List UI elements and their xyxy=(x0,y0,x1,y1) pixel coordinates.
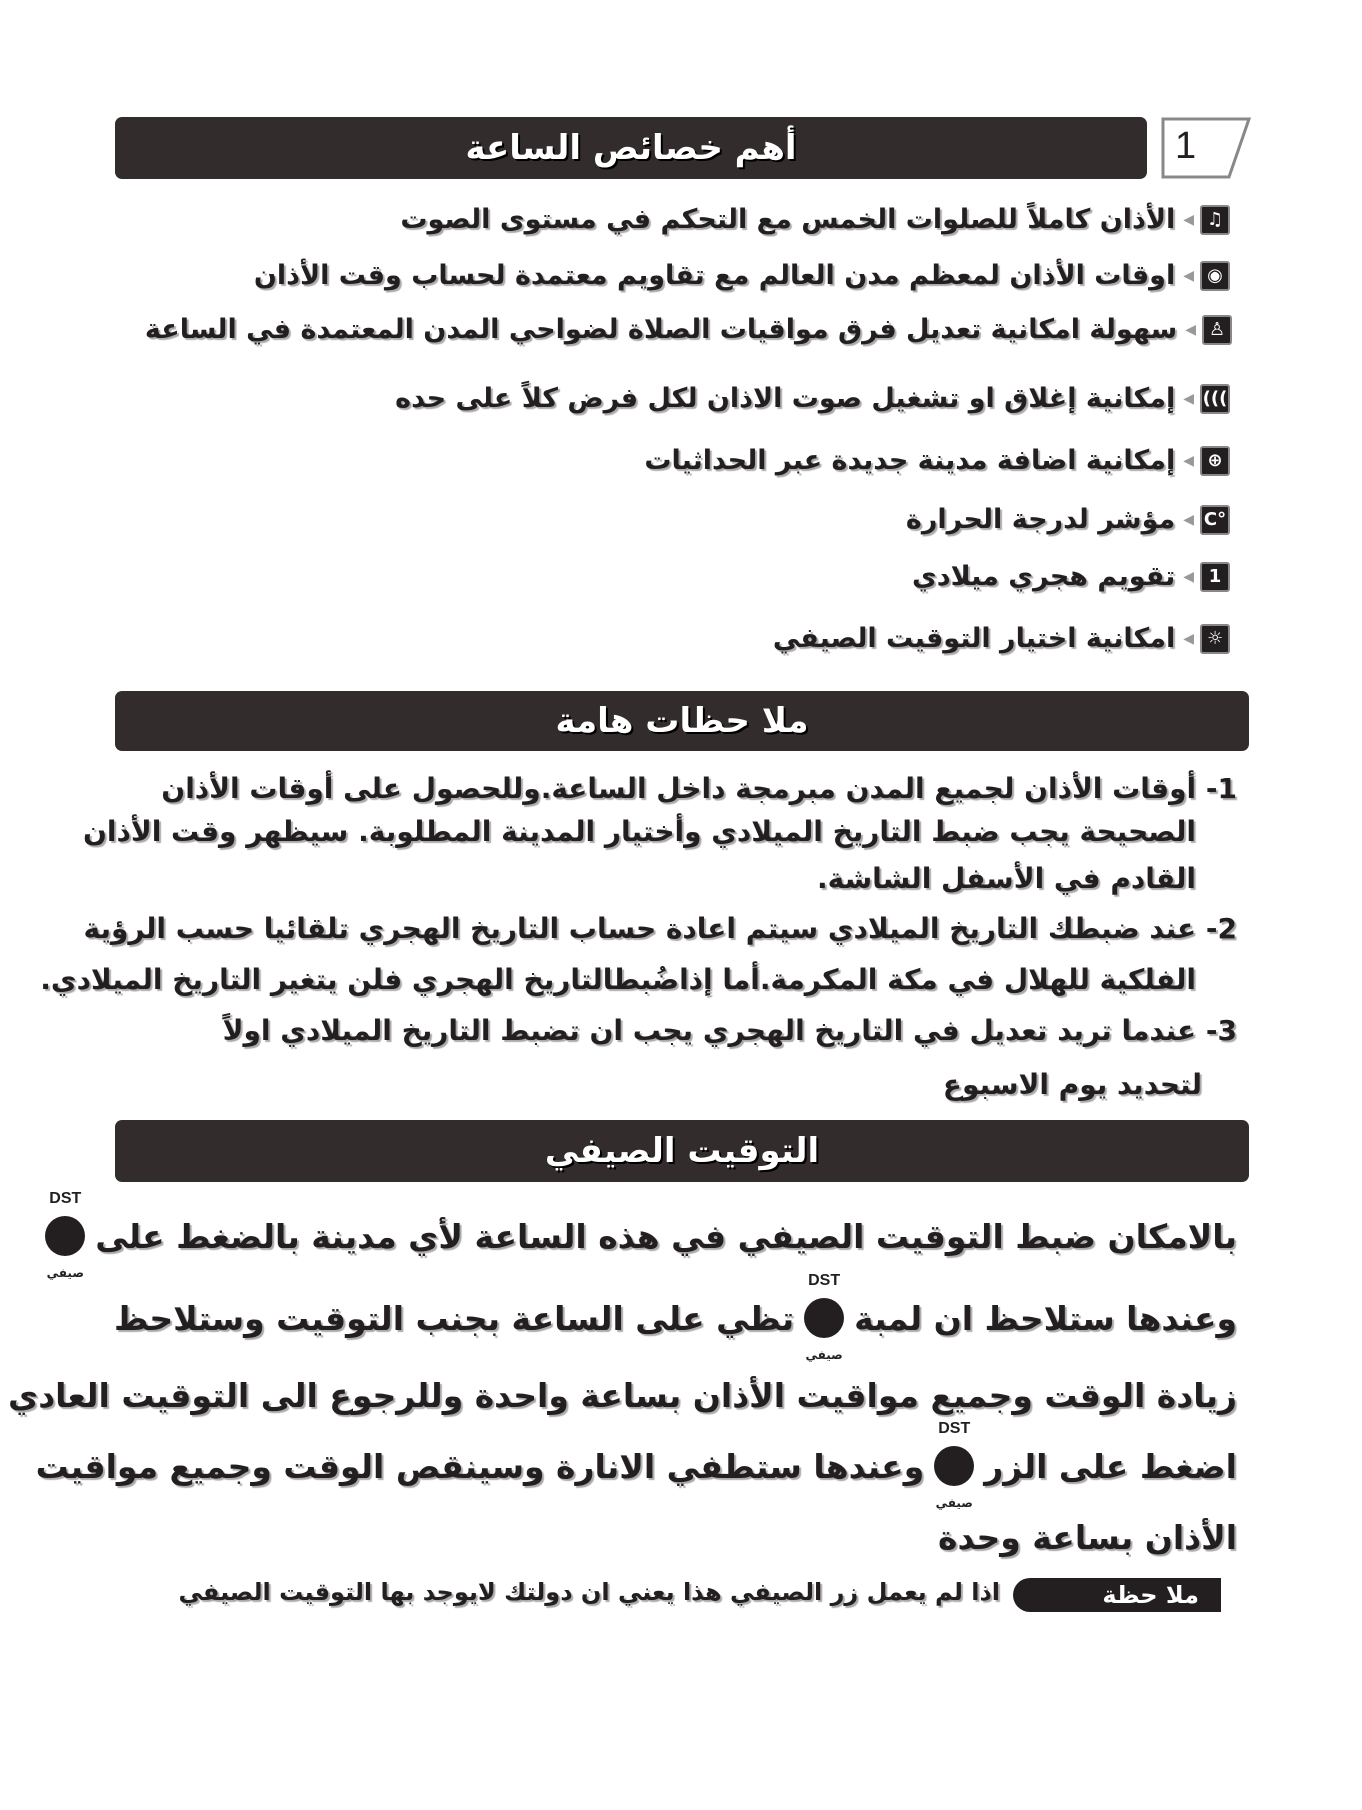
dst-paragraph-line xyxy=(115,1518,1237,1557)
feature-item xyxy=(773,623,1230,654)
feature-text: اوقات الأذان لمعظم مدن العالم مع تقاويم معتمدة لحساب وقت الأذان xyxy=(253,260,1176,291)
globe-icon: ◉ xyxy=(1200,261,1230,291)
note-line: لتحديد يوم الاسبوع xyxy=(942,1068,1202,1101)
note-line: 2- عند ضبطك التاريخ الميلادي سيتم اعادة حساب التاريخ الهجري تلقائيا حسب الرؤية xyxy=(83,912,1237,945)
feature-item xyxy=(912,561,1230,592)
sun-icon: ☼ xyxy=(1200,624,1230,654)
world-grid-icon: ⊕ xyxy=(1200,446,1230,476)
dst-text: بالامكان ضبط التوقيت الصيفي في هذه الساعة لأي مدينة بالضغط على xyxy=(95,1216,1237,1256)
dst-text: وعندها ستطفي الانارة وسينقص الوقت وجميع مواقيت xyxy=(35,1446,925,1486)
dst-button-icon xyxy=(934,1420,974,1510)
feature-item xyxy=(644,445,1230,476)
dst-paragraph-line xyxy=(7,1376,1237,1415)
dst-text: تظي على الساعة بجنب التوقيت وستلاحظ xyxy=(114,1298,795,1338)
note-line: 1- أوقات الأذان لجميع المدن مبرمجة داخل الساعة.وللحصول على أوقات الأذان xyxy=(161,772,1237,805)
arrow-icon: ◀ xyxy=(1183,211,1194,228)
feature-item xyxy=(395,383,1230,414)
note-line: الصحيحة يجب ضبط التاريخ الميلادي وأختيار المدينة المطلوبة. سيظهر وقت الأذان xyxy=(83,815,1196,848)
sound-icon: ))) xyxy=(1200,384,1230,414)
note-line: 3- عندما تريد تعديل في التاريخ الهجري يجب ان تضبط التاريخ الميلادي اولاً xyxy=(222,1014,1237,1047)
page-number-box xyxy=(1161,117,1251,179)
dst-paragraph-line xyxy=(46,1190,1237,1280)
dst-text: وعندها ستلاحظ ان لمبة xyxy=(854,1298,1237,1338)
calendar-icon: 1 xyxy=(1200,562,1230,592)
feature-text: مؤشر لدرجة الحرارة xyxy=(905,504,1176,535)
dst-label-arabic: صيفي xyxy=(46,1266,84,1280)
feature-item xyxy=(400,204,1230,235)
section-number: 1 xyxy=(1175,125,1197,167)
dst-button-icon xyxy=(45,1190,85,1280)
celsius-icon: °C xyxy=(1200,505,1230,535)
dst-paragraph-line xyxy=(35,1420,1237,1510)
dst-paragraph-line xyxy=(114,1272,1237,1362)
section-title: أهم خصائص الساعة xyxy=(465,128,797,168)
feature-text: الأذان كاملاً للصلوات الخمس مع التحكم في مستوى الصوت xyxy=(400,204,1176,235)
arrow-icon: ◀ xyxy=(1183,452,1194,469)
feature-text: سهولة امكانية تعديل فرق مواقيات الصلاة لضواحي المدن المعتمدة في الساعة xyxy=(144,314,1178,345)
feature-text: إمكانية إغلاق او تشغيل صوت الاذان لكل فرض كلاً على حده xyxy=(395,383,1176,414)
feature-item xyxy=(906,504,1230,535)
dst-text: الأذان بساعة وحدة xyxy=(937,1518,1237,1557)
dst-button-icon xyxy=(804,1272,844,1362)
dst-label: DST xyxy=(49,1190,82,1207)
dst-label: DST xyxy=(808,1272,841,1289)
dst-label: DST xyxy=(938,1420,971,1437)
feature-text: إمكانية اضافة مدينة جديدة عبر الحداثيات xyxy=(644,445,1176,476)
note-line: القادم في الأسفل الشاشة. xyxy=(817,862,1196,895)
dst-label-arabic: صيفي xyxy=(935,1496,973,1510)
note-line: الفلكية للهلال في مكة المكرمة.أما إذاضُبطالتاريخ الهجري فلن يتغير التاريخ الميلادي. xyxy=(40,963,1196,996)
feature-item xyxy=(254,260,1230,291)
arrow-icon: ◀ xyxy=(1185,321,1196,338)
arrow-icon: ◀ xyxy=(1183,630,1194,647)
section-header-dst xyxy=(115,1120,1249,1182)
person-icon: ♙ xyxy=(1202,315,1232,345)
note-badge-label: ملا حظة xyxy=(1102,1581,1199,1609)
feature-text: امكانية اختيار التوقيت الصيفي xyxy=(772,623,1176,654)
dst-note-text: اذا لم يعمل زر الصيفي هذا يعني ان دولتك لايوجد بها التوقيت الصيفي xyxy=(178,1578,1000,1606)
dst-label-arabic: صيفي xyxy=(805,1348,843,1362)
note-badge xyxy=(1013,1578,1221,1612)
section-header-notes xyxy=(115,691,1249,751)
dst-text: زيادة الوقت وجميع مواقيت الأذان بساعة واحدة وللرجوع الى التوقيت العادي xyxy=(7,1376,1237,1415)
arrow-icon: ◀ xyxy=(1183,390,1194,407)
section-title: ملا حظات هامة xyxy=(555,701,809,741)
arrow-icon: ◀ xyxy=(1183,267,1194,284)
section-header-features xyxy=(115,117,1147,179)
arrow-icon: ◀ xyxy=(1183,568,1194,585)
dst-text: اضغط على الزر xyxy=(984,1446,1237,1486)
arrow-icon: ◀ xyxy=(1183,511,1194,528)
feature-item xyxy=(145,314,1232,345)
speaker-icon: ♫ xyxy=(1200,205,1230,235)
section-title: التوقيت الصيفي xyxy=(544,1131,820,1171)
feature-text: تقويم هجري ميلادي xyxy=(912,561,1176,592)
